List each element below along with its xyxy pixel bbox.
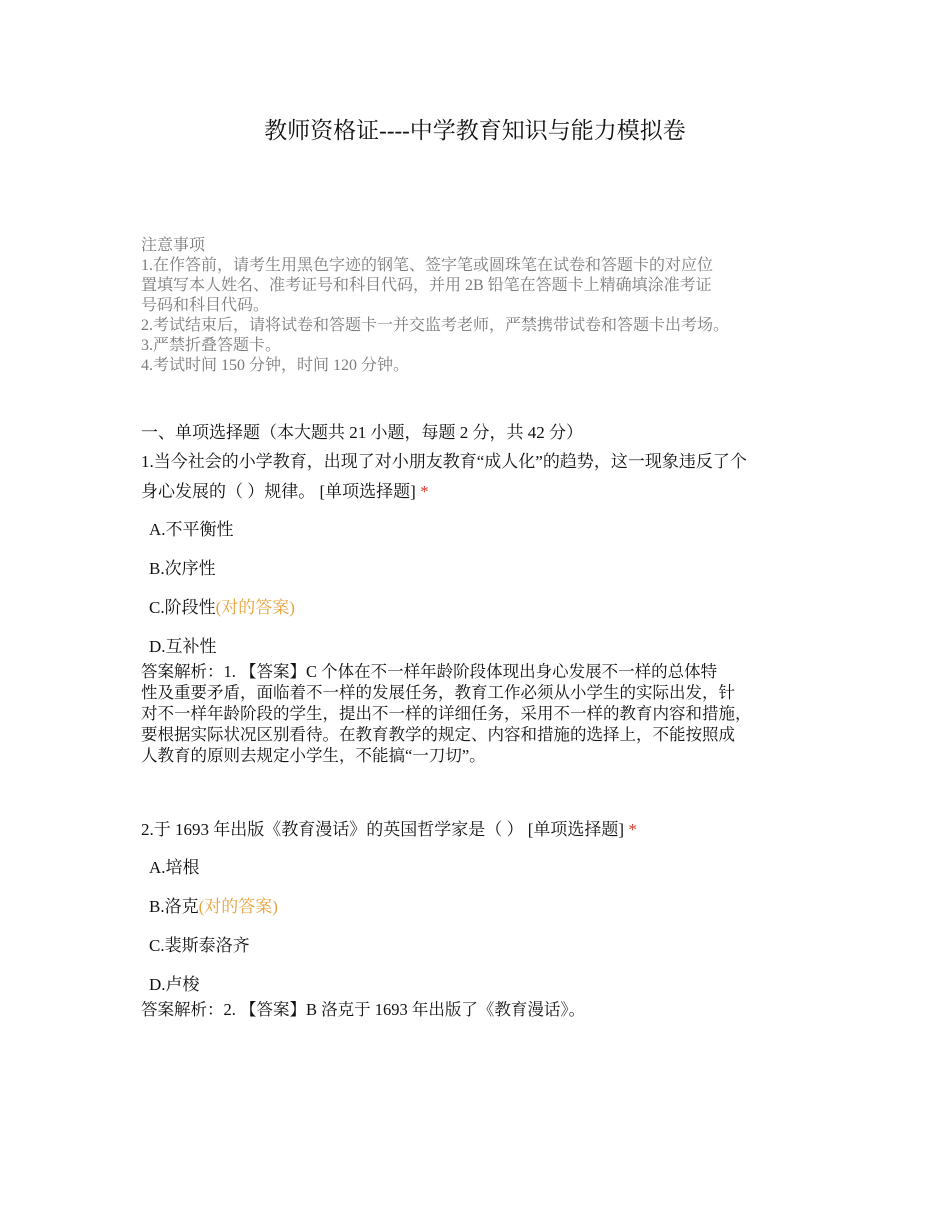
option-b[interactable]: B.次序性 bbox=[149, 559, 216, 578]
question-1-options bbox=[141, 515, 821, 671]
question-2-stem-text: 2.于 1693 年出版《教育漫话》的英国哲学家是（ ） [单项选择题] bbox=[141, 820, 629, 839]
notice-item-1-line-2: 置填写本人姓名、准考证号和科目代码，并用 2B 铅笔在答题卡上精确填涂准考证 bbox=[141, 277, 712, 294]
option-d[interactable]: D.互补性 bbox=[149, 637, 217, 656]
notice-heading: 注意事项 bbox=[141, 237, 206, 254]
question-1-analysis bbox=[141, 661, 821, 766]
correct-answer-tag: (对的答案) bbox=[198, 897, 278, 916]
question-1 bbox=[141, 447, 821, 766]
page-title: 教师资格证----中学教育知识与能力模拟卷 bbox=[264, 118, 686, 143]
notice-item-4: 4.考试时间 150 分钟，时间 120 分钟。 bbox=[141, 357, 410, 374]
analysis-line-2: 性及重要矛盾，面临着不一样的发展任务，教育工作必须从小学生的实际出发，针 bbox=[141, 683, 735, 702]
notice-item-2: 2.考试结束后，请将试卷和答题卡一并交监考老师，严禁携带试卷和答题卡出考场。 bbox=[141, 317, 730, 334]
required-marker: * bbox=[628, 820, 637, 839]
option-c-label: C.阶段性 bbox=[149, 598, 216, 617]
notice-item-1-line-1: 1.在作答前，请考生用黑色字迹的钢笔、签字笔或圆珠笔在试卷和答题卡的对应位 bbox=[141, 257, 714, 274]
question-2-analysis: 答案解析：2. 【答案】B 洛克于 1693 年出版了《教育漫话》。 bbox=[141, 1000, 586, 1019]
option-c[interactable]: C.裴斯泰洛齐 bbox=[149, 936, 250, 955]
option-d[interactable]: D.卢梭 bbox=[149, 975, 200, 994]
analysis-line-5: 人教育的原则去规定小学生，不能搞“一刀切”。 bbox=[141, 746, 486, 765]
option-b[interactable] bbox=[141, 892, 821, 931]
notice-block bbox=[141, 236, 831, 376]
question-1-stem bbox=[141, 447, 821, 507]
section-heading: 一、单项选择题（本大题共 21 小题，每题 2 分，共 42 分） bbox=[141, 423, 583, 442]
question-1-stem-line-2 bbox=[141, 477, 821, 507]
notice-item-3: 3.严禁折叠答题卡。 bbox=[141, 337, 282, 354]
analysis-line-3: 对不一样年龄阶段的学生，提出不一样的详细任务，采用不一样的教育内容和措施， bbox=[141, 704, 752, 723]
question-2-stem bbox=[141, 815, 821, 845]
notice-item-1-line-3: 号码和科目代码。 bbox=[141, 297, 270, 314]
analysis-line-1: 答案解析：1. 【答案】C 个体在不一样年龄阶段体现出身心发展不一样的总体特 bbox=[141, 662, 718, 681]
option-b-label: B.洛克 bbox=[149, 897, 199, 916]
option-a[interactable]: A.不平衡性 bbox=[149, 520, 234, 539]
question-1-stem-line-1: 1.当今社会的小学教育，出现了对小朋友教育“成人化”的趋势，这一现象违反了个 bbox=[141, 452, 747, 471]
option-c[interactable] bbox=[141, 593, 821, 632]
analysis-line-4: 要根据实际状况区别看待。在教育教学的规定、内容和措施的选择上，不能按照成 bbox=[141, 725, 735, 744]
correct-answer-tag: (对的答案) bbox=[215, 598, 295, 617]
question-1-stem-text: 身心发展的（ ）规律。 [单项选择题] bbox=[141, 482, 421, 501]
required-marker: * bbox=[420, 482, 429, 501]
question-2-options bbox=[141, 853, 821, 1009]
option-a[interactable]: A.培根 bbox=[149, 858, 200, 877]
question-2 bbox=[141, 815, 821, 1020]
